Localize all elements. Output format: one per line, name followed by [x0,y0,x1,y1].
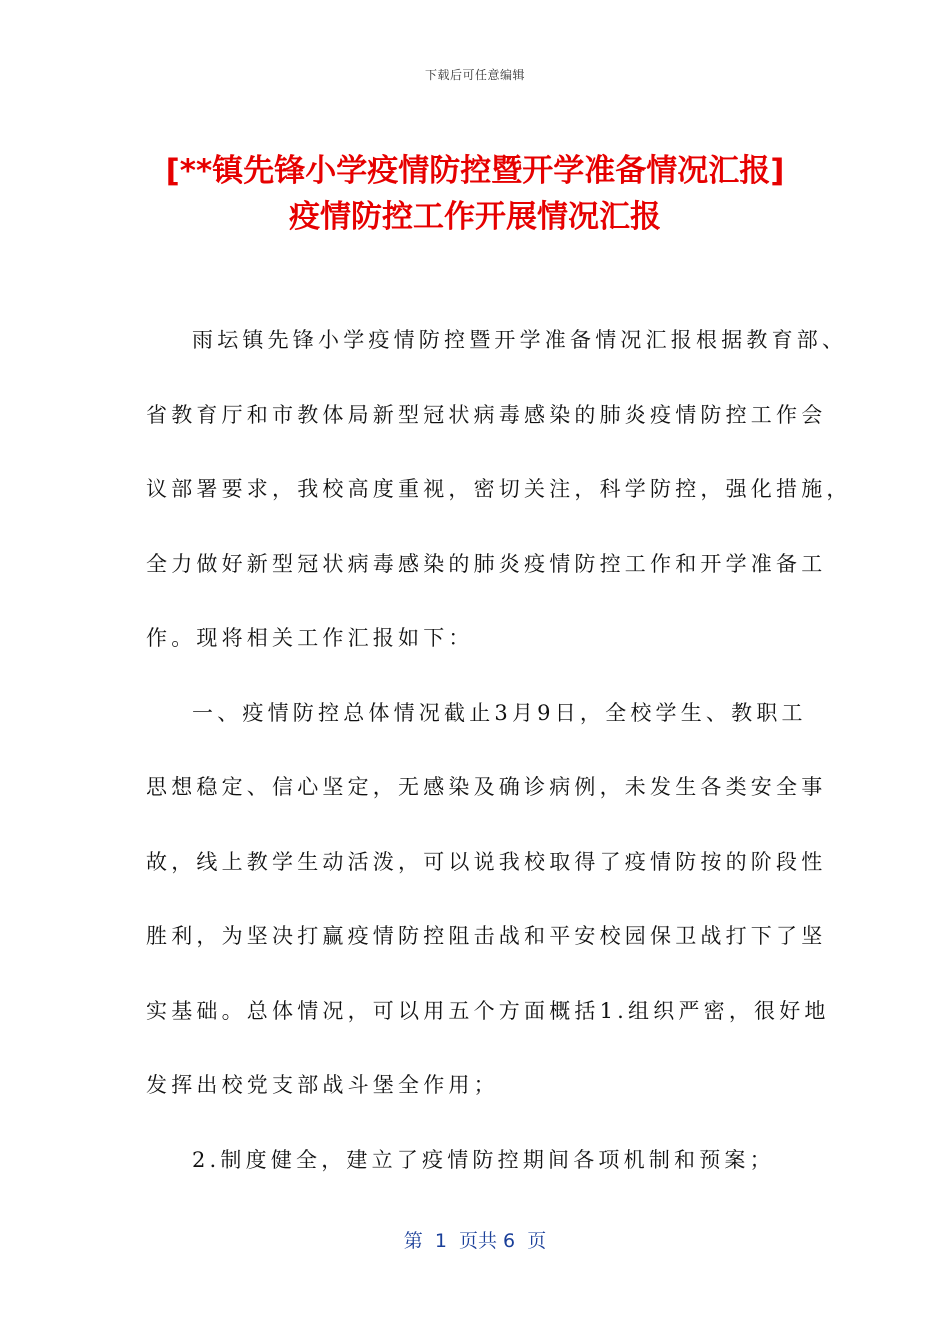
document-body [146,320,852,1214]
body-line: 省教育厅和市教体局新型冠状病毒感染的肺炎疫情防控工作会 [146,402,827,427]
body-line: 发挥出校党支部战斗堡全作用； [146,1073,499,1097]
body-line: 思想稳定、信心坚定，无感染及确诊病例，未发生各类安全事 [146,775,827,799]
download-note: 下载后可任意编辑 [424,68,525,82]
title-line-2: 疫情防控工作开展情况汇报 [289,199,661,235]
document-title [60,148,890,240]
body-line: 一、疫情防控总体情况截止3月9日，全校学生、教职工 [192,700,807,725]
body-line: 议部署要求，我校高度重视，密切关注，科学防控，强化措施， [146,477,852,501]
body-line: 故，线上教学生动活泼，可以说我校取得了疫情防按的阶段性 [146,849,827,874]
body-line: 作。现将相关工作汇报如下： [146,626,474,650]
body-line: 全力做好新型冠状病毒感染的肺炎疫情防控工作和开学准备工 [146,551,827,576]
body-line: 雨坛镇先锋小学疫情防控暨开学准备情况汇报根据教育部、 [192,328,848,352]
page-number: 第 1 页共 6 页 [403,1230,547,1252]
body-line: 实基础。总体情况，可以用五个方面概括1.组织严密，很好地 [146,998,830,1023]
title-line-1: [**镇先锋小学疫情防控暨开学准备情况汇报] [165,153,785,189]
body-line: 胜利，为坚决打赢疫情防控阻击战和平安校园保卫战打下了坚 [146,924,827,948]
body-line: 2.制度健全，建立了疫情防控期间各项机制和预案； [192,1147,775,1172]
